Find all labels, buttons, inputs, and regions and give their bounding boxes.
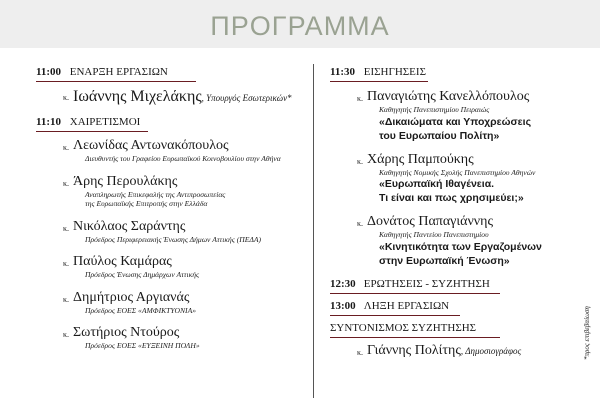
speaker-role-line2: της Ευρωπαϊκής Επιτροπής στην Ελλάδα: [85, 199, 208, 208]
speaker-greeting-4: [36, 253, 298, 280]
title-prefix: κ.: [63, 223, 70, 233]
time-opening: 11:00: [36, 66, 62, 78]
speaker-name: Λεωνίδας Αντωνακόπουλος: [73, 138, 229, 153]
speaker-greeting-3: [36, 218, 298, 245]
speaker-name: Δονάτος Παπαγιάννης: [367, 214, 493, 229]
title-prefix: κ.: [63, 178, 70, 188]
speaker-role: Πρόεδρος Περιφερειακής Ένωσης Δήμων Αττικής (ΠΕΔΑ): [85, 234, 262, 244]
speaker-role: Πρόεδρος Ένωσης Δημάρχων Αττικής: [85, 270, 200, 279]
title-prefix: κ.: [357, 94, 364, 103]
speaker-talk-2: [330, 151, 566, 206]
section-greetings: [36, 116, 298, 132]
section-rule: [330, 81, 428, 82]
section-qa: [330, 278, 566, 294]
section-opening: [36, 66, 298, 82]
speaker-name: Σωτήριος Ντούρος: [73, 325, 180, 340]
right-column: [330, 66, 566, 360]
speaker-name: Παναγιώτης Κανελλόπουλος: [367, 89, 530, 104]
speaker-name: Δημήτριος Αργιανάς: [73, 289, 190, 305]
speaker-talk-1: [330, 88, 566, 143]
speaker-greeting-1: [36, 137, 298, 164]
speaker-role: Καθηγητής Πανεπιστημίου Πειραιώς: [379, 105, 490, 114]
section-talks: [330, 66, 566, 82]
speaker-talk-3: [330, 213, 566, 268]
moderator: [330, 342, 566, 360]
title-prefix: κ.: [63, 294, 70, 304]
speaker-role: Πρόεδρος ΕΟΕΣ «ΑΜΦΙΚΤΥΟΝΙΑ»: [85, 305, 196, 315]
section-closing: [330, 300, 566, 316]
section-moderation: [330, 322, 566, 338]
label-opening: ΕΝΑΡΞΗ ΕΡΓΑΣΙΩΝ: [69, 66, 168, 78]
left-column: [36, 66, 298, 351]
speaker-role: Πρόεδρος ΕΟΕΣ «ΕΥΞΕΙΝΗ ΠΟΛΗ»: [85, 341, 200, 350]
label-greetings: ΧΑΙΡΕΤΙΣΜΟΙ: [69, 116, 141, 128]
title-prefix: κ.: [63, 259, 70, 268]
speaker-greeting-6: [36, 324, 298, 351]
section-rule: [36, 131, 148, 132]
header-band: [0, 0, 600, 48]
talk-topic-line2: στην Ευρωπαϊκή Ένωση»: [379, 254, 510, 267]
section-rule: [330, 315, 460, 316]
speaker-role: Αναπληρωτής Επικεφαλής της Αντιπροσωπείας: [85, 189, 226, 199]
speaker-name: Χάρης Παμπούκης: [367, 151, 474, 167]
speaker-name: Παύλος Καμάρας: [73, 254, 172, 269]
label-closing: ΛΗΞΗ ΕΡΓΑΣΙΩΝ: [363, 299, 450, 312]
title-prefix: κ.: [357, 347, 364, 357]
title-prefix: κ.: [63, 330, 70, 339]
section-rule: [330, 293, 500, 294]
moderator-role: , Δημοσιογράφος: [460, 345, 522, 356]
section-rule: [36, 81, 196, 82]
title-prefix: κ.: [63, 143, 70, 152]
title-prefix: κ.: [63, 93, 70, 102]
column-divider: [313, 64, 314, 398]
speaker-greeting-2: [36, 173, 298, 209]
speaker-greeting-5: [36, 289, 298, 316]
title-prefix: κ.: [357, 219, 364, 228]
section-rule: [330, 337, 500, 338]
talk-topic: «Ευρωπαϊκή Ιθαγένεια.: [379, 178, 495, 190]
talk-topic: «Δικαιώματα και Υποχρεώσεις: [379, 115, 532, 128]
time-qa: 12:30: [330, 277, 356, 290]
label-moderation: ΣΥΝΤΟΝΙΣΜΟΣ ΣΥΖΗΤΗΣΗΣ: [330, 321, 477, 334]
speaker-role: , Υπουργός Εσωτερικών*: [201, 93, 292, 103]
time-greetings: 11:10: [36, 116, 62, 128]
title-prefix: κ.: [357, 156, 364, 166]
talk-topic: «Κινητικότητα των Εργαζομένων: [379, 240, 542, 253]
label-talks: ΕΙΣΗΓΗΣΕΙΣ: [363, 66, 426, 78]
page-title: ΠΡΟΓΡΑΜΜΑ: [210, 11, 390, 41]
speaker-opening: [36, 87, 298, 108]
speaker-role: Καθηγητής Νομικής Σχολής Πανεπιστημίου Αθηνών: [379, 167, 536, 177]
speaker-name: Νικόλαος Σαράντης: [73, 218, 186, 234]
time-closing: 13:00: [330, 299, 356, 312]
speaker-name: Ιωάννης Μιχελάκης, Υπουργός Εσωτερικών*: [73, 88, 292, 105]
speaker-role: Διευθυντής του Γραφείου Ευρωπαϊκού Κοινοβουλίου στην Αθήνα: [85, 154, 281, 163]
speaker-name: Άρης Περουλάκης: [73, 173, 178, 189]
talk-topic-line2: Τι είναι και πως χρησιμεύει;»: [379, 192, 524, 204]
time-talks: 11:30: [330, 66, 356, 78]
talk-topic-line2: του Ευρωπαίου Πολίτη»: [379, 129, 500, 142]
moderator-name: Γιάννης Πολίτης, Δημοσιογράφος: [367, 342, 522, 358]
footnote: *προς επιβεβαίωση: [583, 306, 591, 360]
label-qa: ΕΡΩΤΗΣΕΙΣ - ΣΥΖΗΤΗΣΗ: [363, 277, 490, 290]
speaker-role: Καθηγητής Παντείου Πανεπιστημίου: [379, 230, 489, 239]
